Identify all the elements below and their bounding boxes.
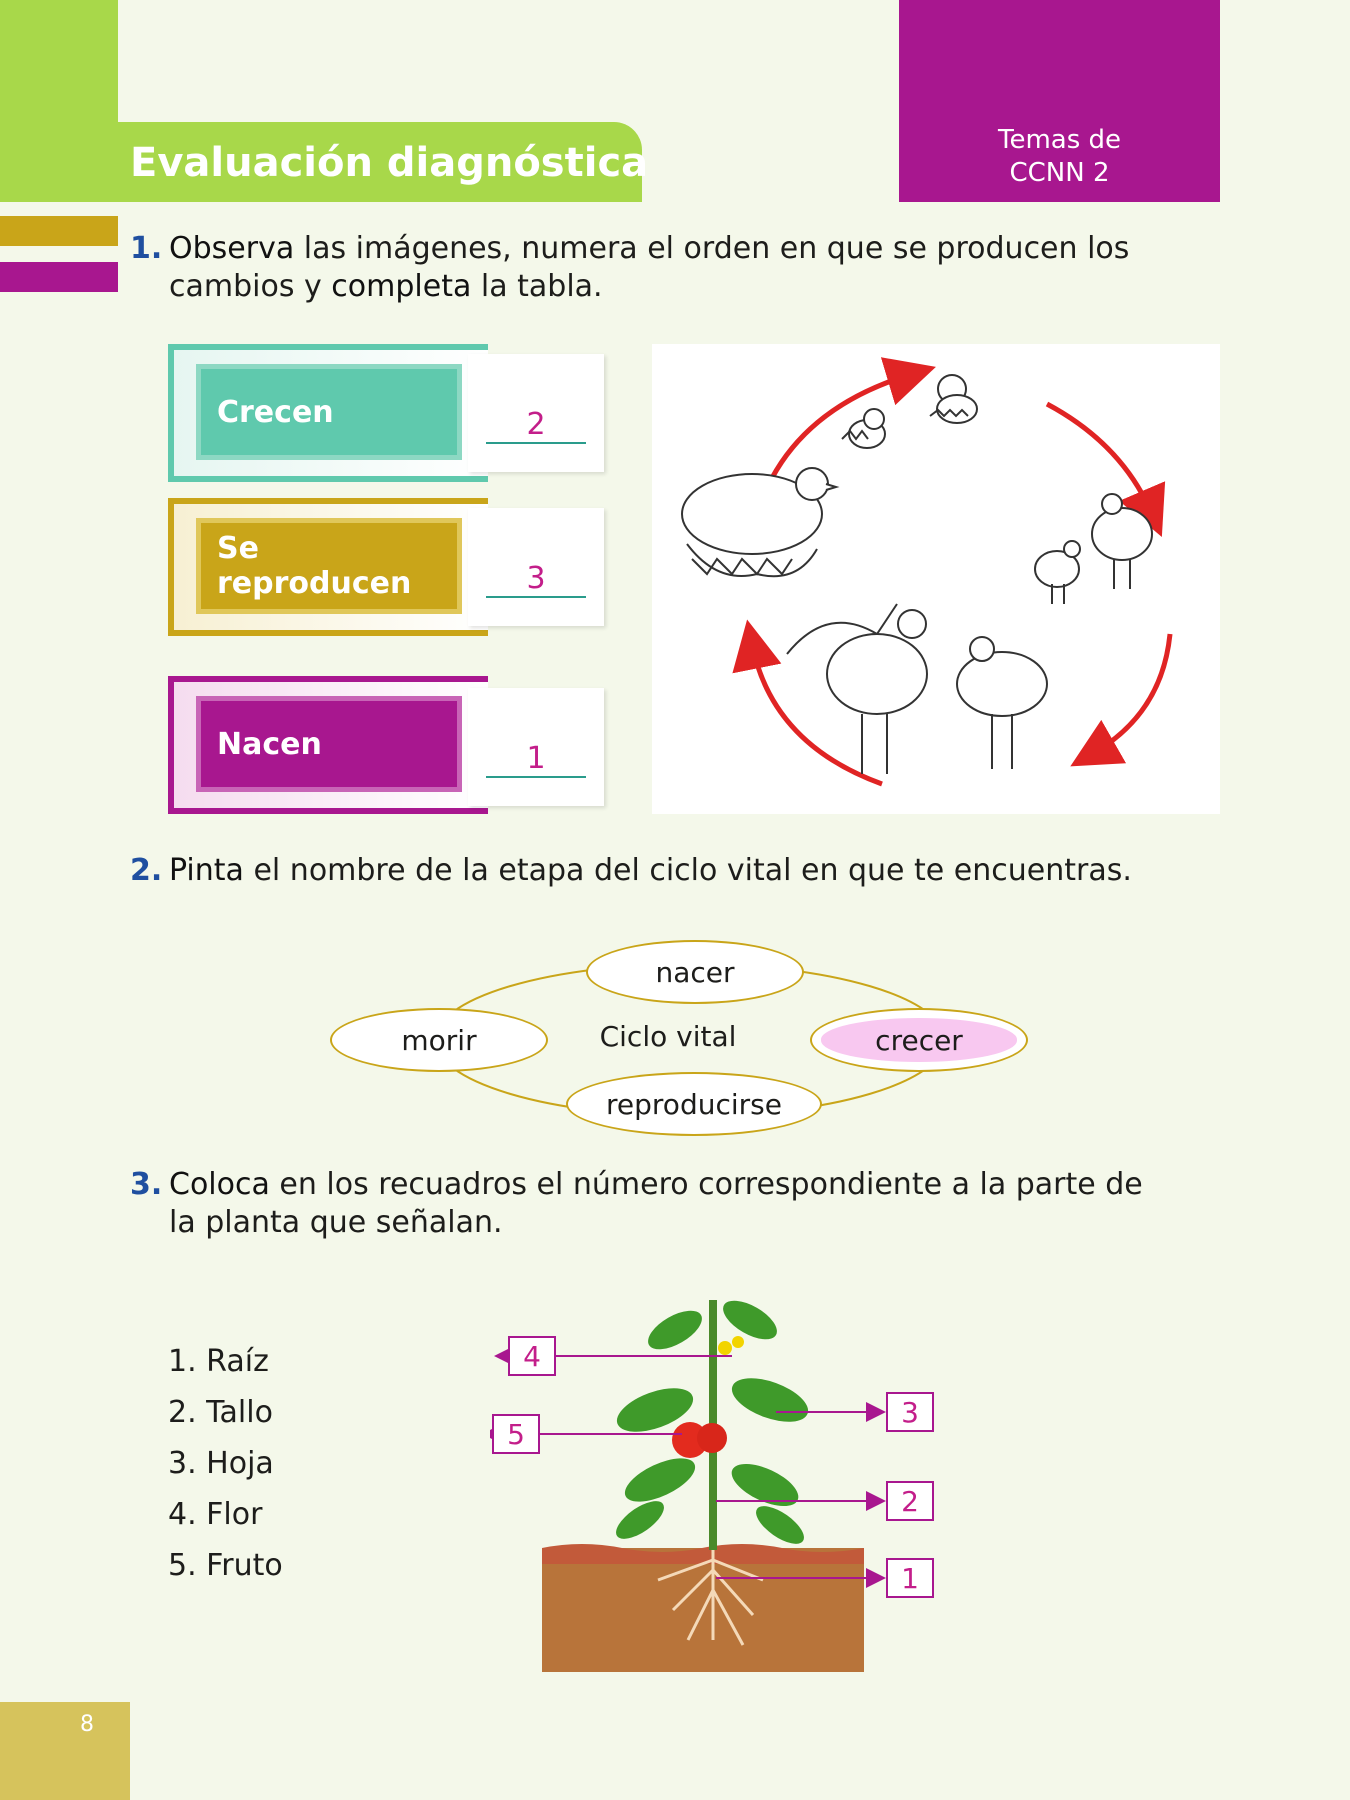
life-cycle-diagram [328,938,1028,1138]
label-box-hoja[interactable]: 3 [886,1392,934,1432]
question-1 [130,230,1129,306]
question-3 [130,1166,1143,1242]
legend-label: Fruto [206,1548,283,1583]
legend-item [168,1438,283,1489]
plant-parts-legend [168,1336,283,1591]
topic-badge [899,0,1220,202]
stage-card-nacen [168,676,488,814]
stage-text-morir: morir [401,1023,477,1057]
legend-number: 5. [168,1548,197,1583]
label-box-flor[interactable]: 4 [508,1336,556,1376]
answer-box-crecen[interactable] [468,354,604,472]
question-3-number: 3. [130,1167,163,1202]
question-3-text-1: en los recuadros el número correspondiente a la parte de [269,1167,1143,1202]
legend-item [168,1336,283,1387]
stage-card-crecen [168,344,488,482]
question-2-text: el nombre de la etapa del ciclo vital en que te encuentras. [243,853,1132,888]
legend-number: 1. [168,1344,197,1379]
question-1-keyword-observa: Observa [169,231,295,266]
answer-box-nacen[interactable] [468,688,604,806]
stage-oval-crecer[interactable] [810,1008,1028,1072]
topic-line-2: CCNN 2 [1009,158,1110,188]
legend-number: 3. [168,1446,197,1481]
legend-item [168,1387,283,1438]
legend-item [168,1489,283,1540]
topsoil [542,1544,864,1564]
stage-label-crecen: Crecen [196,364,462,460]
question-2-keyword-pinta: Pinta [169,853,244,888]
tomato-plant-diagram [490,1270,950,1680]
question-1-text-2a: cambios y [169,269,332,304]
answer-value-crecen: 2 [486,408,586,444]
young-chickens-icon [1035,494,1152,604]
page-title: Evaluación diagnóstica [130,140,649,186]
page-number-tab [0,1702,130,1800]
legend-number: 4. [168,1497,197,1532]
page-number: 8 [80,1712,94,1737]
legend-label: Flor [206,1497,263,1532]
hen-on-nest-icon [682,468,836,576]
legend-item [168,1540,283,1591]
cycle-center-label: Ciclo vital [599,1020,737,1053]
question-1-number: 1. [130,231,163,266]
question-1-line-2 [130,268,1129,306]
purple-stripe [0,262,118,292]
stage-label-nacen: Nacen [196,696,462,792]
stage-oval-reproducirse[interactable] [566,1072,822,1136]
question-1-text-2b: la tabla. [471,269,603,304]
question-1-keyword-completa: completa [331,269,472,304]
topic-line-1: Temas de [997,125,1122,155]
answer-value-se-reproducen: 3 [486,562,586,598]
stage-oval-morir[interactable] [330,1008,548,1072]
question-3-keyword-coloca: Coloca [169,1167,270,1202]
legend-label: Raíz [206,1344,269,1379]
question-2 [130,852,1132,890]
label-box-fruto[interactable]: 5 [492,1414,540,1454]
legend-label: Tallo [206,1395,273,1430]
chicken-life-cycle-illustration [652,344,1220,814]
question-1-text-1: las imágenes, numera el orden en que se producen los [294,231,1130,266]
legend-number: 2. [168,1395,197,1430]
hatching-chick-icon [842,375,977,448]
question-3-text-2: la planta que señalan. [169,1205,503,1240]
stage-oval-nacer[interactable] [586,940,804,1004]
answer-box-se-reproducen[interactable] [468,508,604,626]
flower [718,1336,744,1355]
label-box-raiz[interactable]: 1 [886,1558,934,1598]
stage-text-crecer-painted: crecer [821,1018,1018,1061]
cycle-arrow-1 [772,374,912,478]
rooster-and-hen-icon [787,604,1047,774]
tomato-fruit [672,1422,727,1458]
legend-label: Hoja [206,1446,274,1481]
header-green-bar [0,0,118,202]
plant-svg [490,1270,950,1680]
stage-card-se-reproducen [168,498,488,636]
cycle-arrow-3 [1092,634,1170,754]
stage-text-nacer: nacer [655,955,735,989]
topic-text [899,124,1220,190]
chicken-cycle-svg [652,344,1220,814]
question-2-number: 2. [130,853,163,888]
answer-value-nacen: 1 [486,742,586,778]
gold-stripe [0,216,118,246]
stage-label-se-reproducen: Se reproducen [196,518,462,614]
stage-text-reproducirse: reproducirse [606,1087,782,1121]
cycle-arrow-2 [1047,404,1152,514]
label-box-tallo[interactable]: 2 [886,1481,934,1521]
